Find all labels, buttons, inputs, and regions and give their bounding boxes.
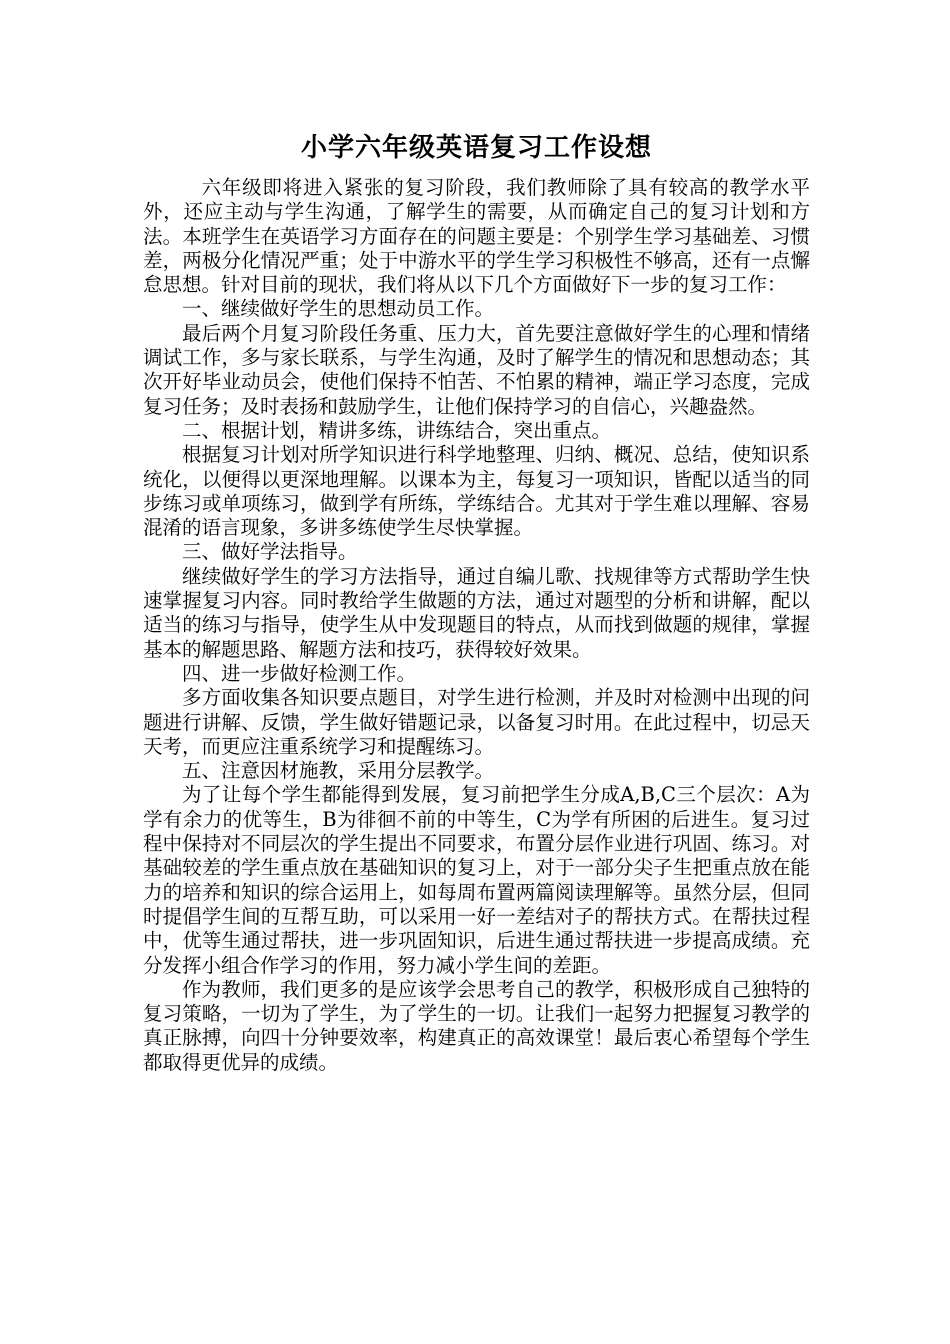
document-body bbox=[143, 176, 810, 1075]
document-title: 小学六年级英语复习工作设想 bbox=[300, 133, 652, 163]
section-paragraph-5: 为了让每个学生都能得到发展，复习前把学生分成A,B,C三个层次：A为学有余力的优等生，B为徘徊不前的中等生，C为学有所困的后进生。复习过程中保持对不同层次的学生提出不同要求，布置分层作业进行巩固、练习。对基础较差的学生重点放在基础知识的复习上，对于一部分尖子生把重点放在能力的培养和知识的综合运用上，如每周布置两篇阅读理解等。虽然分层，但同时提倡学生间的互帮互助，可以采用一好一差结对子的帮扶方式。在帮扶过程中，优等生通过帮扶，进一步巩固知识，后进生通过帮扶进一步提高成绩。充分发挥小组合作学习的作用，努力减小学生间的差距。 bbox=[143, 783, 810, 977]
section-paragraph-3: 继续做好学生的学习方法指导，通过自编儿歌、找规律等方式帮助学生快速掌握复习内容。同时教给学生做题的方法，通过对题型的分析和讲解，配以适当的练习与指导，使学生从中发现题目的特点，从而找到做题的规律，掌握基本的解题思路、解题方法和技巧，获得较好效果。 bbox=[143, 564, 810, 661]
section-paragraph-1: 最后两个月复习阶段任务重、压力大，首先要注意做好学生的心理和情绪调试工作，多与家长联系，与学生沟通，及时了解学生的情况和思想动态；其次开好毕业动员会，使他们保持不怕苦、不怕累的精神，端正学习态度，完成复习任务；及时表扬和鼓励学生，让他们保持学习的自信心，兴趣盎然。 bbox=[143, 321, 810, 418]
section-paragraph-4: 多方面收集各知识要点题目，对学生进行检测，并及时对检测中出现的问题进行讲解、反馈，学生做好错题记录，以备复习时用。在此过程中，切忌天天考，而更应注重系统学习和提醒练习。 bbox=[143, 686, 810, 758]
closing-paragraph: 作为教师，我们更多的是应该学会思考自己的教学，积极形成自己独特的复习策略，一切为了学生，为了学生的一切。让我们一起努力把握复习教学的真正脉搏，向四十分钟要效率，构建真正的高效课堂！最后衷心希望每个学生都取得更优异的成绩。 bbox=[143, 977, 810, 1074]
section-heading-3: 三、做好学法指导。 bbox=[182, 540, 358, 564]
section-heading-5: 五、注意因材施教，采用分层教学。 bbox=[182, 759, 495, 783]
section-heading-4: 四、进一步做好检测工作。 bbox=[182, 661, 417, 685]
section-paragraph-2: 根据复习计划对所学知识进行科学地整理、归纳、概况、总结，使知识系统化，以便得以更深地理解。以课本为主，每复习一项知识，皆配以适当的同步练习或单项练习，做到学有所练，学练结合。尤其对于学生难以理解、容易混淆的语言现象，多讲多练使学生尽快掌握。 bbox=[143, 443, 810, 540]
section-heading-1: 一、继续做好学生的思想动员工作。 bbox=[182, 297, 495, 321]
section-heading-2: 二、根据计划，精讲多练，讲练结合，突出重点。 bbox=[182, 418, 612, 442]
intro-paragraph: 六年级即将进入紧张的复习阶段，我们教师除了具有较高的教学水平外，还应主动与学生沟通，了解学生的需要，从而确定自己的复习计划和方法。本班学生在英语学习方面存在的问题主要是：个别学生学习基础差、习惯差，两极分化情况严重；处于中游水平的学生学习积极性不够高，还有一点懈怠思想。针对目前的现状，我们将从以下几个方面做好下一步的复习工作： bbox=[143, 176, 810, 297]
